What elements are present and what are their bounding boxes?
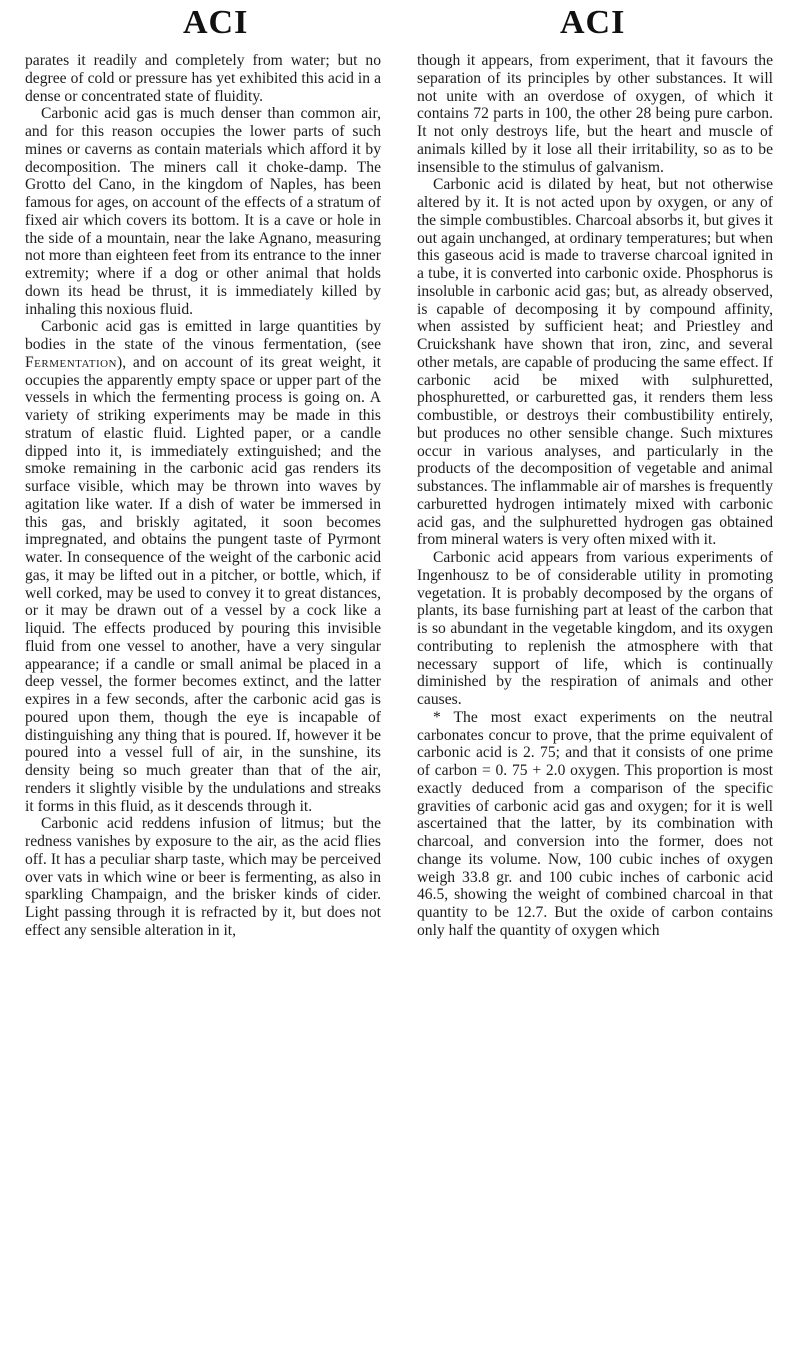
right-text-column <box>417 52 773 940</box>
paragraph: Carbonic acid reddens infusion of litmus; but the redness vanishes by exposure to the air, as the acid flies off. It has a peculiar sharp taste, which may be perceived over vats in which wine or beer is fermenting, as also in sparkling Champaign, and the brisker kinds of cider. Light passing through it is refracted by it, but does not effect any sensible alteration in it, <box>25 815 381 939</box>
page-header <box>0 4 800 44</box>
paragraph-text: Carbonic acid gas is emitted in large quantities by bodies in the state of the vinous fermentation, (see <box>25 318 381 353</box>
paragraph: though it appears, from experiment, that it favours the separation of its principles by other substances. It will not unite with an overdose of oxygen, of which it contains 72 parts in 100, the other 28 being pure carbon. It not only destroys life, but the heart and muscle of animals killed by it lose all their irritability, so as to be insensible to the stimulus of galvanism. <box>417 52 773 176</box>
left-text-column <box>25 52 381 940</box>
left-running-head: ACI <box>183 4 249 41</box>
paragraph: Carbonic acid appears from various experiments of Ingenhousz to be of considerable utility in promoting vegetation. It is probably decomposed by the organs of plants, its base furnishing part at least of the carbon that is so abundant in the vegetable kingdom, and its oxygen contributing to replenish the atmosphere with that necessary support of life, which is continually diminished by the respiration of animals and other causes. <box>417 549 773 708</box>
paragraph: Carbonic acid gas is much denser than common air, and for this reason occupies the lower parts of such mines or caverns as contain materials which afford it by decomposition. The miners call it choke-damp. The Grotto del Cano, in the kingdom of Naples, has been famous for ages, on account of the effects of a stratum of fixed air which covers its bottom. It is a cave or hole in the side of a mountain, near the lake Agnano, measuring not more than eighteen feet from its entrance to the inner extremity; where if a dog or other animal that holds down its head be thrust, it is immediately killed by inhaling this noxious fluid. <box>25 105 381 318</box>
right-running-head: ACI <box>560 4 626 41</box>
footnote-paragraph: * The most exact experiments on the neutral carbonates concur to prove, that the prime equivalent of carbonic acid is 2. 75; and that it consists of one prime of carbon = 0. 75 + 2.0 oxygen. This proportion is most exactly deduced from a comparison of the specific gravities of carbonic acid gas and oxygen; for it is well ascertained that the latter, by its combination with charcoal, and conversion into the former, does not change its volume. Now, 100 cubic inches of oxygen weigh 33.8 gr. and 100 cubic inches of carbonic acid 46.5, showing the weight of combined charcoal in that quantity to be 12.7. But the oxide of carbon contains only half the quantity of oxygen which <box>417 708 773 939</box>
paragraph: Carbonic acid is dilated by heat, but not otherwise altered by it. It is not acted upon by oxygen, or any of the simple combustibles. Charcoal absorbs it, but gives it out again unchanged, at ordinary temperatures; but when this gaseous acid is made to traverse charcoal ignited in a tube, it is converted into carbonic oxide. Phosphorus is insoluble in carbonic acid gas; but, as already observed, is capable of decomposing it by compound affinity, when assisted by sufficient heat; and Priestley and Cruickshank have shown that iron, zinc, and several other metals, are capable of producing the same effect. If carbonic acid be mixed with sulphuretted, phosphuretted, or carburetted gas, it renders them less combustible, or destroys their combustibility entirely, but produces no other sensible change. Such mixtures occur in various analyses, and particularly in the products of the decomposition of vegetable and animal substances. The inflammable air of marshes is frequently carburetted hydrogen intimately mixed with carbonic acid gas, and the sulphuretted hydrogen gas obtained from mineral waters is very often mixed with it. <box>417 176 774 549</box>
paragraph: parates it readily and completely from water; but no degree of cold or pressure has yet exhibited this acid in a dense or concentrated state of fluidity. <box>25 52 381 105</box>
cross-reference: Fermentation <box>25 353 118 371</box>
paragraph <box>25 318 381 815</box>
paragraph-text: ), and on account of its great weight, it occupies the apparently empty space or upper part of the vessels in which the fermenting process is going on. A variety of striking experiments may be made in this stratum of elastic fluid. Lighted paper, or a candle dipped into it, is immediately extinguished; and the smoke remaining in the carbonic acid gas renders its surface visible, which may be thrown into waves by agitation like water. If a dish of water be immersed in this gas, and briskly agitated, it soon becomes impregnated, and obtains the pungent taste of Pyrmont water. In consequence of the weight of the carbonic acid gas, it may be lifted out in a pitcher, or bottle, which, if well corked, may be used to convey it to great distances, or it may be drawn out of a vessel by a cock like a liquid. The effects produced by pouring this invisible fluid from one vessel to another, have a very singular appearance; if a candle or small animal be placed in a deep vessel, the former becomes extinct, and the latter expires in a few seconds, after the carbonic acid gas is poured upon them, though the eye is incapable of distinguishing any thing that is poured. If, however it be poured into a vessel full of air, in the sunshine, its density being so much greater than that of the air, renders it slightly visible by the undulations and streaks it forms in this fluid, as it descends through it. <box>25 353 381 815</box>
